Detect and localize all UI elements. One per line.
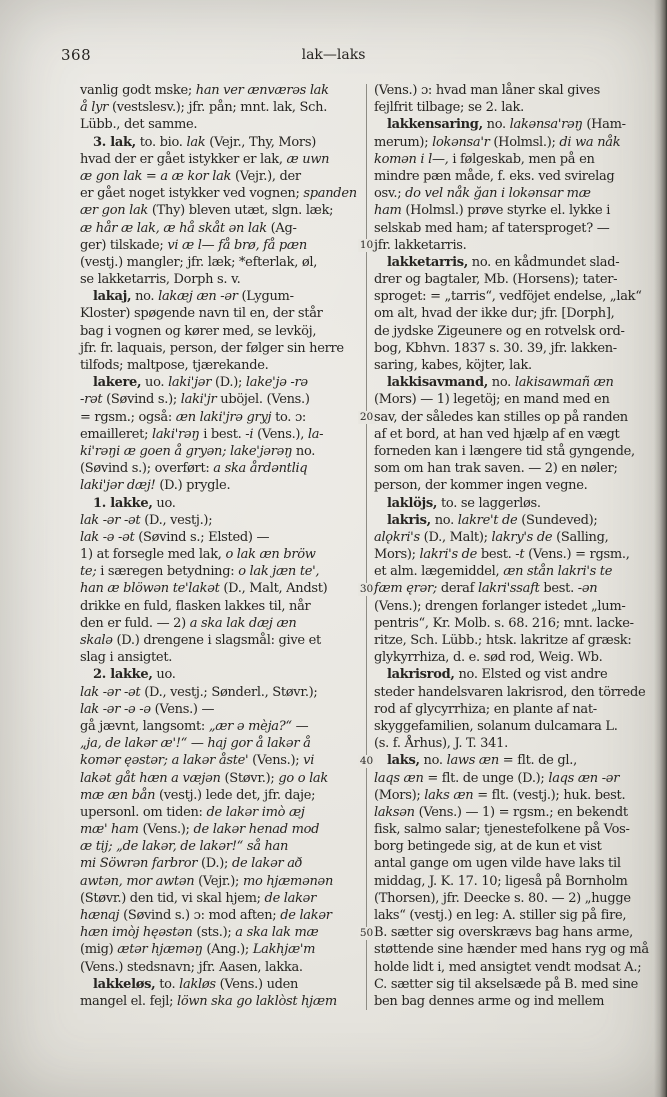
text-line: steder handelsvaren lakrisrod, den törrede [374,684,646,700]
text-line: mindre pæn måde, f. eks. ved svirelag [374,168,615,184]
text-line: æ gon lak = a æ kor lak (Vejr.), der [80,168,301,184]
text-line: drer og bagtaler, Mb. (Horsens); tater- [374,272,618,288]
text-line: upersonl. om tiden: de lakər imò æj [80,804,305,820]
text-line: osv.; do vel nåk ğan i lokənsar mæ [374,186,591,202]
text-line: awtən, mor awtən (Vejr.); mo hjæmənən [80,873,334,889]
text-block [80,82,652,1012]
text-line: laklöjs, to. se laggerløs. [387,495,541,511]
text-line: lakris, no. lakre't de (Sundeved); [387,512,598,528]
text-line: „ja, de lakər æ'!“ — haj gor å lakər å [80,736,311,752]
text-line: fæm ęrər; deraf lakri'ssaft best. -ən [374,581,598,597]
page-number: 368 [61,46,92,64]
line-number-10: 10 [359,238,374,251]
text-line: vanlig godt mske; han ver ænværəs lak [80,83,329,98]
text-line: (Mors); laks æn = flt. (vestj.); huk. best. [374,787,626,803]
text-line: emailleret; laki'rəŋ i best. -i (Vens.), la- [80,426,324,442]
text-line: sproget: = „tarris“, vedföjet endelse, „lak“ [374,289,642,305]
text-line: ben bag dennes arme og ind mellem [374,993,605,1009]
text-line: Kloster) spøgende navn til en, der står [80,306,323,322]
text-line: pentris“, Kr. Molb. s. 68. 216; mnt. lacke- [374,615,634,631]
text-line: mi Söwrən farbror (D.); de lakər að [80,856,303,872]
text-line: ær gon lak (Thy) bleven utæt, slgn. læk; [80,203,334,219]
text-line: bag i vognen og kører med, se levköj, [80,323,317,339]
text-line: Lübb., det samme. [80,117,198,133]
text-line: lak -ər -ə -ə (Vens.) — [80,701,215,717]
text-line: holde lidt i, med ansigtet vendt modsat A.; [374,959,642,975]
text-line: et alm. lægemiddel, æn stån lakri's te [374,564,613,580]
text-line: laqs æn = flt. de unge (D.); laqs æn -ər [374,770,620,786]
text-line: Mors); lakri's de best. -t (Vens.) = rgsm., [374,547,630,563]
text-line: lakketarris, no. en kådmundet slad- [387,254,620,270]
text-line: lakkisavmand, no. lakisawmañ æn [387,375,614,391]
text-line: mangel el. fejl; löwn ska go laklòst hjæm [80,993,337,1009]
text-line: som om han trak saven. — 2) en nøler; [374,461,618,477]
text-line: han æ blöwən te'lakət (D., Malt, Andst) [80,581,328,597]
text-line: -rət (Søvind s.); laki'jr uböjel. (Vens.) [80,392,310,408]
text-line: af et bord, at han ved hjælp af en vægt [374,426,620,442]
text-line: jfr. lakketarris. [374,237,467,253]
text-line: (Vens.) ɔ: hvad man låner skal gives [374,83,600,98]
text-line: den er fuld. — 2) a ska lak dæj æn [80,615,297,631]
text-line: skalə (D.) drengene i slagsmål: give et [80,633,321,648]
running-header: lak—laks [301,47,366,63]
text-line: lakət gåt hæn a væjən (Støvr.); go o lak [80,770,328,786]
text-line: lakkensaring, no. lakənsa'rəŋ (Ham- [387,117,626,133]
text-line: fisk, salmo salar; tjenestefolkene på Vos- [374,822,630,838]
text-line: æ hår æ lak, æ hå skåt ən lak (Ag- [80,220,297,236]
text-line: forneden kan i længere tid stå gyngende, [374,443,635,459]
text-line: bog, Kbhvn. 1837 s. 30. 39, jfr. lakken- [374,340,617,356]
text-line: person, der kommer ingen vegne. [374,478,588,494]
text-line: hænaj (Søvind s.) ɔ: mod aften; de lakər [80,908,332,923]
line-number-20: 20 [359,410,374,423]
text-line: om alt, hvad der ikke dur; jfr. [Dorph], [374,306,615,322]
text-line: komən i l—, i følgeskab, men på en [374,151,595,167]
text-line: hæn imòj hęəstən (sts.); a ska lak mæ [80,925,319,941]
text-line: lakaj, no. lakæj æn -ər (Lygum- [93,289,294,305]
text-line: lakere, uo. laki'jər (D.); lake'jə -rə [93,375,308,391]
text-line: å lyr (vestslesv.); jfr. pån; mnt. lak, Sch. [80,100,328,116]
text-line: (Vens.) stedsnavn; jfr. Aasen, lakka. [80,959,303,975]
text-line: komər ęəstər; a lakər åste' (Vens.); vi [80,753,315,769]
text-line: laki'jər dæj! (D.) prygle. [80,478,231,494]
text-line: skyggefamilien, solanum dulcamara L. [374,718,618,734]
line-number-50: 50 [359,926,374,939]
text-line: saring, kabes, köjter, lak. [374,358,532,373]
text-line: jfr. fr. laquais, person, der følger sin herre [80,340,344,356]
text-line: (Mors) — 1) legetöj; en mand med en [374,392,610,408]
left-column [80,82,358,1010]
text-line: te; i særegen betydning: o lak jæn te', [80,564,320,580]
text-line: middag, J. K. 17. 10; ligeså på Bornholm [374,873,628,889]
text-line: se lakketarris, Dorph s. v. [80,272,241,288]
text-line: lakrisrod, no. Elsted og vist andre [387,667,608,683]
text-line: B. sætter sig overskrævs bag hans arme, [374,925,633,941]
page-edge-shadow [654,0,667,1097]
text-line: ki'rəŋi æ goen å gryən; lake'jərəŋ no. [80,443,316,459]
text-line: mæ æn bån (vestj.) lede det, jfr. daje; [80,787,316,803]
text-line: drikke en fuld, flasken lakkes til, når [80,598,311,614]
text-line: rod af glycyrrhiza; en plante af nat- [374,701,597,717]
text-line: alǫkri's (D., Malt); lakry's de (Salling, [374,529,609,545]
text-line: støttende sine hænder med hans ryg og må [374,942,649,958]
gutter-line-numbers [358,82,375,1012]
text-line: æ tij; „de lakər, de lakər!“ så han [80,839,289,855]
text-line: laks, no. laws æn = flt. de gl., [387,753,577,769]
text-line: 2. lakke, uo. [93,667,176,683]
text-line: er gået noget istykker ved vognen; spanden [80,186,357,202]
text-line: lak -ər -ət (D., vestj.; Sønderl., Støvr.); [80,684,318,700]
text-line: 3. lak, to. bio. lak (Vejr., Thy, Mors) [93,134,316,150]
text-line: laks“ (vestj.) en leg: A. stiller sig på fire, [374,908,627,923]
right-column [374,82,652,1010]
text-line: lak -ə -ət (Søvind s.; Elsted) — [80,529,270,545]
text-line: 1) at forsegle med lak, o lak æn bröw [80,547,316,563]
text-line: lakkeløs, to. lakløs (Vens.) uden [93,976,299,992]
text-line: slag i ansigtet. [80,650,173,666]
text-line: ger) tilskade; vi æ l— få brø, få pæn [80,237,307,253]
text-line: fejlfrit tilbage; se 2. lak. [374,100,524,116]
line-number-30: 30 [359,582,374,595]
text-line: merum); lokənsa'r (Holmsl.); di wa nåk [374,134,621,150]
text-line: 1. lakke, uo. [93,495,176,511]
text-line: lak -ər -ət (D., vestj.); [80,512,213,528]
text-line: (Støvr.) den tid, vi skal hjem; de lakər [80,890,316,906]
text-line: (Thorsen), jfr. Deecke s. 80. — 2) „hugge [374,890,631,906]
text-line: (Vens.); drengen forlanger istedet „lum- [374,598,626,614]
text-line: sav, der således kan stilles op på randen [374,409,628,425]
text-line: (mig) ætər hjæməŋ (Ang.); Lakhjæ'm [80,942,316,958]
text-line: (s. f. Århus), J. T. 341. [374,736,508,752]
line-number-40: 40 [359,754,374,767]
text-line: tilfods; maltpose, tjærekande. [80,358,269,373]
text-line: mæ' ham (Vens.); de lakər henad mod [80,822,320,838]
text-line: selskab med ham; af tatersproget? — [374,220,610,236]
text-line: (Søvind s.); overført: a ska årdəntliq [80,461,308,477]
text-line: de jydske Zigeunere og en rotvelsk ord- [374,323,625,339]
text-line: glykyrrhiza, d. e. sød rod, Weig. Wb. [374,650,603,666]
text-line: (vestj.) mangler; jfr. læk; *efterlak, øl, [80,254,318,270]
text-line: C. sætter sig til akselsæde på B. med sine [374,976,639,992]
text-line: gå jævnt, langsomt: „ær ə mèja?“ — [80,718,309,734]
text-line: ritze, Sch. Lübb.; htsk. lakritze af græsk: [374,633,632,648]
text-line: antal gange om ugen vilde have laks til [374,856,621,872]
text-line: hvad der er gået istykker er lak, æ uwn [80,151,330,167]
text-line: borg betingede sig, at de kun et vist [374,839,602,855]
text-line: laksən (Vens.) — 1) = rgsm.; en bekendt [374,804,628,820]
text-line: ham (Holmsl.) prøve styrke el. lykke i [374,203,611,219]
text-line: = rgsm.; også: æn laki'jrə gryj to. ɔ: [80,409,307,425]
